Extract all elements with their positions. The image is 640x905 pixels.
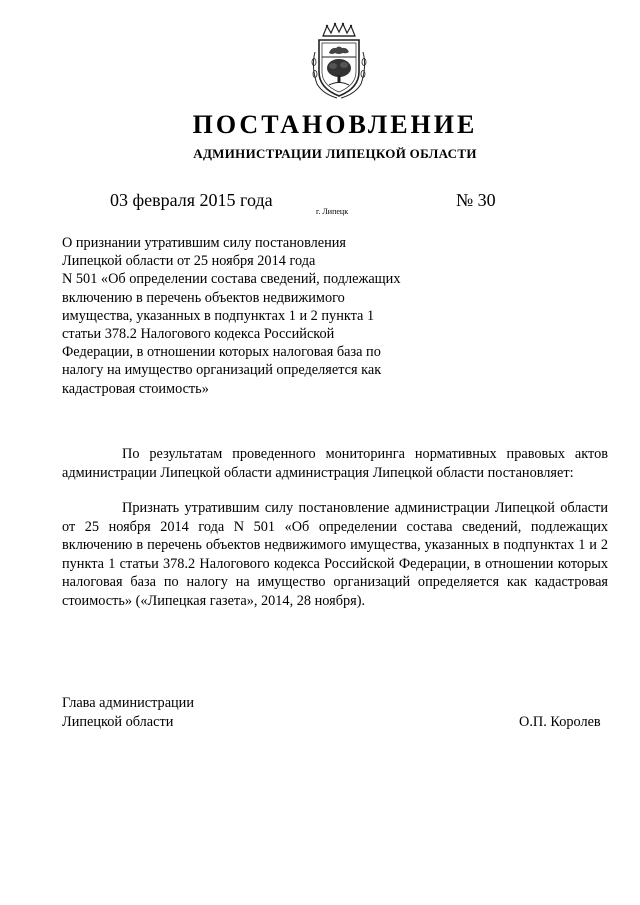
subject-line: включению в перечень объектов недвижимого (62, 289, 345, 306)
coat-of-arms-icon (309, 22, 369, 100)
document-type-title: ПОСТАНОВЛЕНИЕ (192, 110, 478, 139)
subject-line: статьи 378.2 Налогового кодекса Российской (62, 326, 335, 343)
document-issuer: АДМИНИСТРАЦИИ ЛИПЕЦКОЙ ОБЛАСТИ (193, 146, 477, 161)
subject-line: N 501 «Об определении состава сведений, подлежащих (62, 271, 401, 288)
subject-line: Липецкой области от 25 ноября 2014 года (62, 253, 316, 270)
signatory-title-line: Глава администрации (62, 695, 194, 711)
signatory-title-line: Липецкой области (62, 714, 174, 730)
subject-line: кадастровая стоимость» (62, 380, 209, 397)
body-paragraph-resolution: Признать утратившим силу постановление администрации Липецкой области от 25 ноября 2014 года N 501 «Об определении состава сведений, подлежащих включению в перечень объектов недвижимого имущества, указанных в подпунктах 1 и 2 пункта 1 статьи 378.2 Налогового кодекса Российской Федерации, в отношении которых налоговая база по налогу на имущество организаций определяется как кадастровая стоимость» («Липецкая газета», 2014, 28 ноября). (62, 500, 608, 609)
subject-line: Федерации, в отношении которых налоговая база по (62, 344, 381, 361)
document-subject (62, 234, 422, 398)
document-place: г. Липецк (316, 207, 349, 216)
document-number: № 30 (456, 190, 496, 210)
subject-line: имущества, указанных в подпунктах 1 и 2 пункта 1 (62, 307, 375, 324)
signatory-title (62, 694, 194, 732)
subject-line: налогу на имущество организаций определяется как (62, 362, 382, 379)
signatory-name: О.П. Королев (519, 714, 601, 730)
body-paragraph-preamble: По результатам проведенного мониторинга нормативных правовых актов администрации Липецкой области администрация Липецкой области постановляет: (62, 446, 608, 481)
subject-line: О признании утратившим силу постановления (62, 235, 346, 251)
document-date: 03 февраля 2015 года (110, 190, 273, 210)
